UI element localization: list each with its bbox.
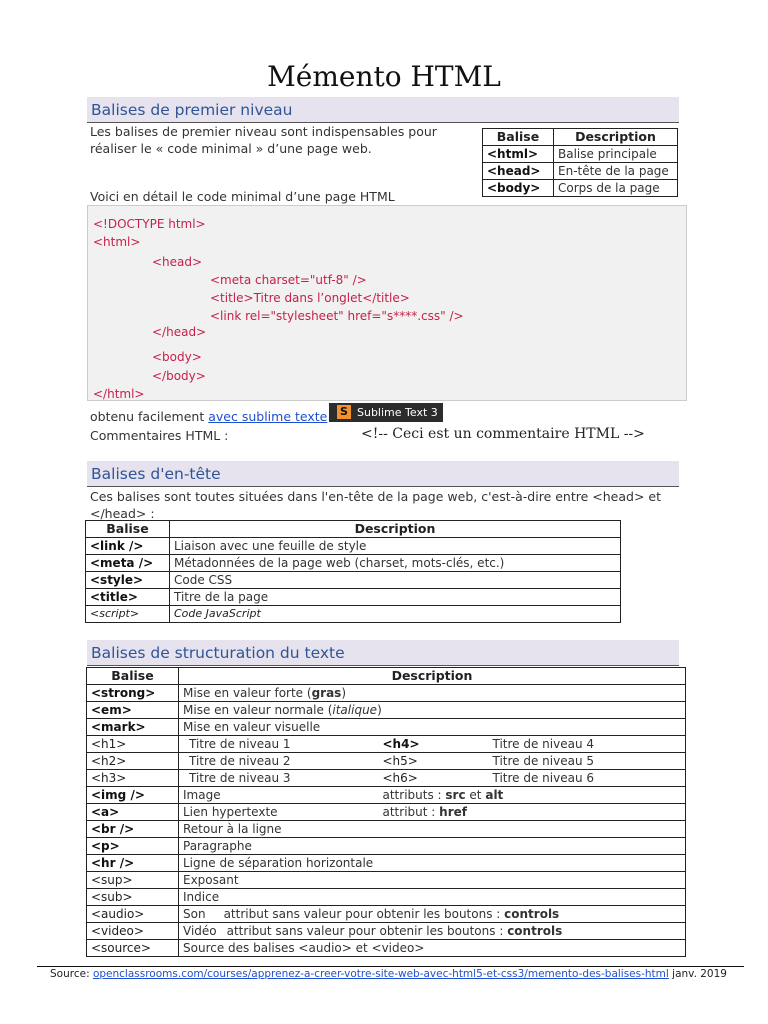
tag-cell: <strong>	[87, 685, 179, 702]
tag-cell: <h3>	[87, 770, 179, 787]
code-line: <head>	[152, 255, 203, 269]
desc-cell	[179, 906, 686, 923]
desc-cell: Lien hypertexte	[179, 804, 379, 821]
tag-cell: <h1>	[87, 736, 179, 753]
table-row	[86, 589, 621, 606]
desc-text: Son	[183, 907, 206, 921]
desc-cell: Titre de niveau 4	[489, 736, 686, 753]
tag-cell: <h4>	[379, 736, 489, 753]
table-row	[87, 770, 686, 787]
sublime-text-link[interactable]: avec sublime texte	[208, 409, 328, 424]
obtained-text: obtenu facilement	[90, 409, 209, 424]
desc-text: attribut sans valeur pour obtenir les boutons :	[226, 924, 504, 938]
desc-cell	[179, 923, 686, 940]
desc-cell: Paragraphe	[179, 838, 686, 855]
section-heading-en-tete: Balises d'en-tête	[87, 461, 679, 487]
code-line: </head>	[152, 325, 207, 339]
desc-text: attribut :	[382, 805, 436, 819]
desc-cell: Titre de niveau 3	[179, 770, 379, 787]
attr-name: alt	[485, 788, 504, 802]
desc-text: Mise en valeur forte (	[183, 686, 312, 700]
attr-name: src	[445, 788, 466, 802]
tag-cell: <sub>	[87, 889, 179, 906]
table-row	[87, 940, 686, 957]
text-structure-table	[86, 667, 686, 957]
tag-cell: <video>	[87, 923, 179, 940]
code-detail-label: Voici en détail le code minimal d’une page HTML	[90, 189, 395, 204]
table-row	[87, 855, 686, 872]
desc-cell	[379, 804, 686, 821]
tag-cell: <title>	[86, 589, 170, 606]
table-header: Description	[179, 668, 686, 685]
desc-cell: Ligne de séparation horizontale	[179, 855, 686, 872]
code-block	[87, 205, 687, 401]
table-row	[86, 538, 621, 555]
table-row	[86, 606, 621, 623]
code-line: <html>	[93, 235, 141, 249]
source-link[interactable]: openclassrooms.com/courses/apprenez-a-creer-votre-site-web-avec-html5-et-css3/memento-des-balises-html	[92, 968, 669, 980]
tag-cell: <h6>	[379, 770, 489, 787]
sublime-text-icon: S	[337, 405, 351, 419]
tag-cell: <body>	[483, 180, 554, 197]
desc-cell	[179, 685, 686, 702]
desc-cell: Titre de niveau 2	[179, 753, 379, 770]
tag-cell: <h5>	[379, 753, 489, 770]
tag-cell: <meta />	[86, 555, 170, 572]
tag-cell: <style>	[86, 572, 170, 589]
table-header: Description	[554, 129, 678, 146]
tag-cell: <br />	[87, 821, 179, 838]
tag-cell: <p>	[87, 838, 179, 855]
top-level-tags-table	[482, 128, 678, 197]
code-line: <!DOCTYPE html>	[93, 217, 206, 231]
page-title: Mémento HTML	[267, 60, 501, 93]
table-header-row	[87, 668, 686, 685]
footer-source	[50, 968, 727, 980]
table-row	[87, 787, 686, 804]
desc-cell: Titre de niveau 6	[489, 770, 686, 787]
attr-name: href	[439, 805, 467, 819]
tag-cell: <sup>	[87, 872, 179, 889]
footer-divider	[37, 966, 744, 967]
table-row	[87, 821, 686, 838]
code-line: <meta charset="utf-8" />	[210, 273, 367, 287]
tag-cell: <em>	[87, 702, 179, 719]
code-line: <title>Titre dans l’onglet</title>	[210, 291, 410, 305]
table-row	[87, 804, 686, 821]
desc-cell: Source des balises <audio> et <video>	[179, 940, 686, 957]
table-row	[87, 923, 686, 940]
desc-cell: Retour à la ligne	[179, 821, 686, 838]
table-row	[87, 702, 686, 719]
desc-text: )	[377, 703, 382, 717]
table-row	[87, 838, 686, 855]
code-line: <body>	[152, 350, 202, 364]
tag-cell: <mark>	[87, 719, 179, 736]
desc-cell: Balise principale	[554, 146, 678, 163]
desc-cell: Indice	[179, 889, 686, 906]
desc-emphasis: gras	[311, 686, 342, 700]
tag-cell: <h2>	[87, 753, 179, 770]
tag-cell: <head>	[483, 163, 554, 180]
intro-line: </head> :	[90, 506, 155, 521]
desc-text: attributs :	[382, 788, 442, 802]
table-row	[86, 555, 621, 572]
desc-cell: Code CSS	[170, 572, 621, 589]
badge-label: Sublime Text 3	[357, 406, 438, 419]
table-row	[87, 719, 686, 736]
desc-cell: Métadonnées de la page web (charset, mots-clés, etc.)	[170, 555, 621, 572]
desc-text: Mise en valeur normale (	[183, 703, 333, 717]
desc-cell: Image	[179, 787, 379, 804]
table-header: Balise	[87, 668, 179, 685]
desc-text: )	[341, 686, 346, 700]
table-header-row	[483, 129, 678, 146]
code-line: </html>	[93, 387, 145, 401]
section-heading-premier-niveau: Balises de premier niveau	[87, 97, 679, 123]
table-row	[483, 163, 678, 180]
attr-name: controls	[507, 924, 563, 938]
desc-cell: Titre de la page	[170, 589, 621, 606]
footer-date: janv. 2019	[668, 968, 727, 980]
desc-cell: Titre de niveau 1	[179, 736, 379, 753]
section2-intro	[90, 488, 661, 522]
attr-name: controls	[504, 907, 560, 921]
intro-line: Les balises de premier niveau sont indispensables pour	[90, 124, 437, 139]
table-row	[483, 180, 678, 197]
desc-emphasis: italique	[332, 703, 378, 717]
desc-cell: Corps de la page	[554, 180, 678, 197]
table-row	[483, 146, 678, 163]
table-row	[86, 572, 621, 589]
desc-cell: Mise en valeur visuelle	[179, 719, 686, 736]
desc-cell	[379, 787, 686, 804]
desc-cell	[179, 702, 686, 719]
desc-cell: Titre de niveau 5	[489, 753, 686, 770]
table-row	[87, 889, 686, 906]
section-heading-structuration: Balises de structuration du texte	[87, 640, 679, 666]
tag-cell: <audio>	[87, 906, 179, 923]
desc-cell: Liaison avec une feuille de style	[170, 538, 621, 555]
obtained-line	[90, 408, 327, 425]
code-line: </body>	[152, 369, 206, 383]
comment-example: <!-- Ceci est un commentaire HTML -->	[361, 426, 645, 442]
tag-cell: <a>	[87, 804, 179, 821]
intro-line: réaliser le « code minimal » d’une page web.	[90, 141, 372, 156]
sublime-text-badge[interactable]	[329, 403, 443, 422]
desc-text: et	[469, 788, 482, 802]
tag-cell: <script>	[86, 606, 170, 623]
table-header: Description	[170, 521, 621, 538]
tag-cell: <link />	[86, 538, 170, 555]
tag-cell: <img />	[87, 787, 179, 804]
table-row	[87, 753, 686, 770]
comments-label: Commentaires HTML :	[90, 428, 229, 443]
table-row	[87, 736, 686, 753]
section1-intro	[90, 123, 437, 157]
tag-cell: <html>	[483, 146, 554, 163]
intro-line: Ces balises sont toutes situées dans l'en-tête de la page web, c'est-à-dire entre <head> et	[90, 489, 661, 504]
desc-text: attribut sans valeur pour obtenir les boutons :	[223, 907, 501, 921]
table-header: Balise	[483, 129, 554, 146]
tag-cell: <hr />	[87, 855, 179, 872]
table-row	[87, 872, 686, 889]
table-header: Balise	[86, 521, 170, 538]
desc-text: Vidéo	[183, 924, 217, 938]
desc-cell: En-tête de la page	[554, 163, 678, 180]
table-row	[87, 685, 686, 702]
table-row	[87, 906, 686, 923]
table-header-row	[86, 521, 621, 538]
footer-prefix: Source:	[50, 968, 93, 980]
desc-cell: Code JavaScript	[170, 606, 621, 623]
head-tags-table	[85, 520, 621, 623]
code-line: <link rel="stylesheet" href="s****.css" />	[210, 309, 464, 323]
desc-cell: Exposant	[179, 872, 686, 889]
tag-cell: <source>	[87, 940, 179, 957]
